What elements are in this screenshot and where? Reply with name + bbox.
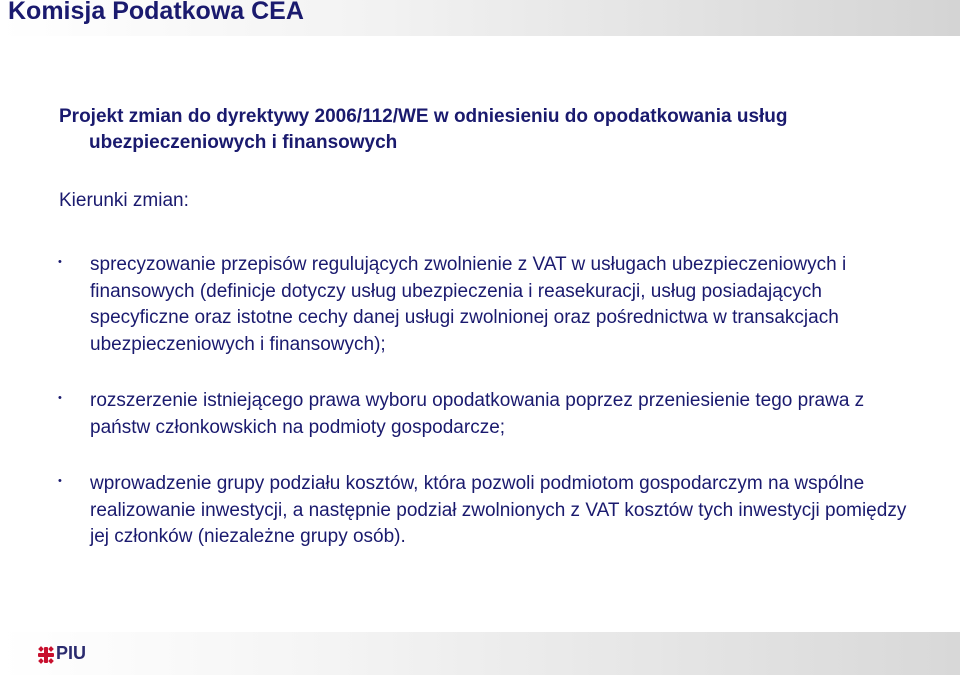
bullet-text: wprowadzenie grupy podziału kosztów, która pozwoli podmiotom gospodarczym na wspólne realizowanie inwestycji, a następnie podział zwolnionych z VAT kosztów tych inwestycji pomiędzy jej członków (niezależne grupy osób). <box>90 473 907 547</box>
page-title: Komisja Podatkowa CEA <box>8 0 304 25</box>
footer-bar <box>0 632 960 675</box>
bullet-dot-icon: • <box>58 392 62 404</box>
subtitle-line-1: Projekt zmian do dyrektywy 2006/112/WE w odniesieniu do opodatkowania usług <box>59 106 788 127</box>
bullet-text: rozszerzenie istniejącego prawa wyboru opodatkowania poprzez przeniesienie tego prawa z państw członkowskich na podmioty gospodarcze; <box>90 390 865 438</box>
bullet-text: sprecyzowanie przepisów regulujących zwolnienie z VAT w usługach ubezpieczeniowych i finansowych (definicje dotyczy usług ubezpieczenia i reasekuracji, usług posiadających specyficzne oraz istotne cechy danej usługi zwolnionej oraz pośrednictwa w transakcjach ubezpieczeniowych i finansowych); <box>90 254 847 355</box>
bullet-item <box>55 252 915 358</box>
bullet-dot-icon: • <box>58 475 62 487</box>
subtitle-line-2: ubezpieczeniowych i finansowych <box>89 132 398 153</box>
bullet-item <box>55 471 915 551</box>
document-subtitle <box>59 104 899 156</box>
section-label: Kierunki zmian: <box>59 190 189 211</box>
bullet-item <box>55 388 915 441</box>
bullet-list <box>55 252 915 551</box>
logo-text: PIU <box>56 643 87 663</box>
bullet-dot-icon: • <box>58 256 62 268</box>
